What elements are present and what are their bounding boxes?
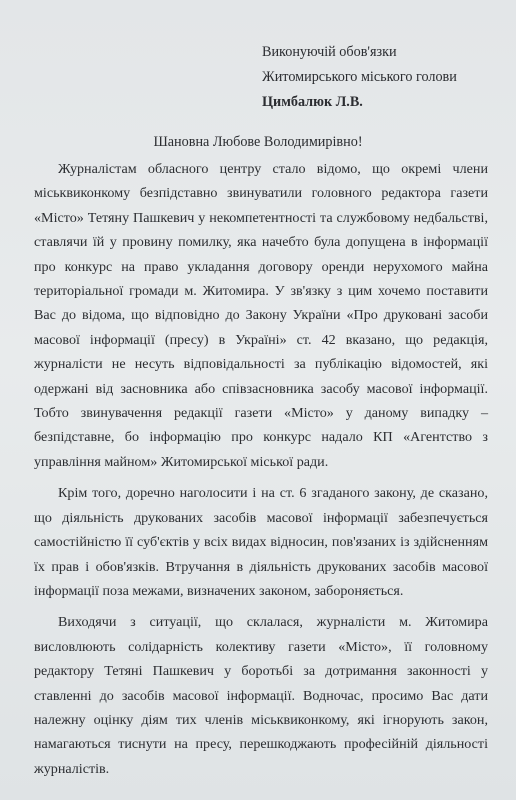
addressee-position: Виконуючій обов'язки [262, 44, 397, 60]
addressee-office: Житомирського міського голови [262, 69, 457, 85]
paragraph-3: Виходячи з ситуації, що склалася, журналісти м. Житомира висловлюють солідарність колективу газети «Місто», її головному редактору Тетяні Пашкевич у боротьбі за дотримання законності у ставленні до засобів масової інформації. Водночас, просимо Вас дати належну оцінку діям тих членів міськвиконкому, які ігнорують закон, намагаються тиснути на пресу, перешкоджають професійній діяльності журналістів. [34, 614, 488, 777]
salutation: Шановна Любове Володимирівно! [153, 134, 363, 150]
addressee-name: Цимбалюк Л.В. [262, 94, 363, 110]
paragraph-2: Крім того, доречно наголосити і на ст. 6 згаданого закону, де сказано, що діяльність друкованих засобів масової інформації забезпечується самостійністю її суб'єктів у всіх видах відносин, пов'язаних із здійсненням їх прав і обов'язків. Втручання в діяльність друкованих засобів масової інформації поза межами, визначених законом, забороняється. [34, 485, 488, 599]
addressee-block [262, 40, 457, 115]
paragraph-1: Журналістам обласного центру стало відомо, що окремі члени міськвиконкому безпідставно звинуватили головного редактора газети «Місто» Тетяну Пашкевич у некомпетентності та службовому недбальстві, ставлячи їй у провину помилку, яка начебто була допущена в інформації про конкурс на право укладання договору оренди нерухомого майна територіальної громади м. Житомира. У зв'язку з цим хочемо поставити Вас до відома, що відповідно до Закону України «Про друковані засоби масової інформації (пресу) в Україні» ст. 42 вказано, що редакція, журналісти не несуть відповідальності за публікацію відомостей, які одержані від засновника або співзасновника засобу масової інформації. Тобто звинувачення редакції газети «Місто» у даному випадку – безпідставне, бо інформацію про конкурс надало КП «Агентство з управління майном» Житомирської міської ради. [34, 161, 488, 470]
letter-body [34, 157, 488, 788]
